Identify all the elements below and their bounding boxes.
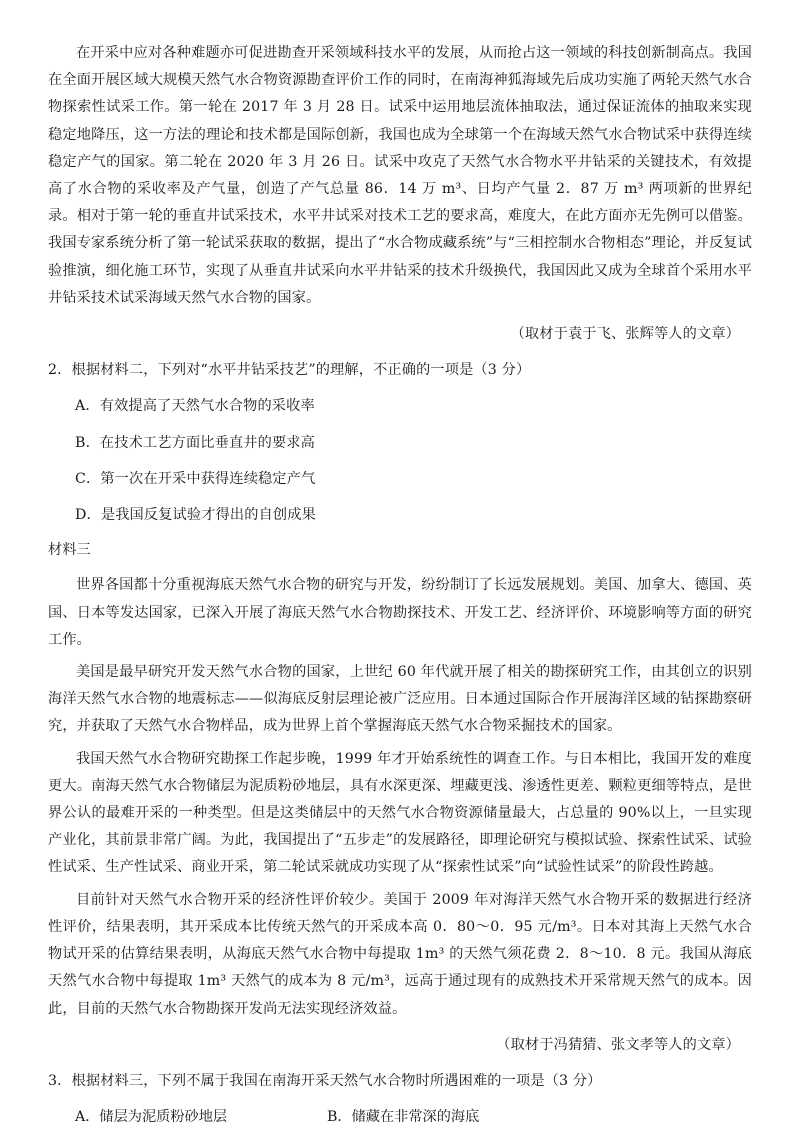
material3-source: （取材于冯猜猜、张文孝等人的文章） <box>496 1036 740 1053</box>
material3-paragraph-3: 我国天然气水合物研究勘探工作起步晚，1999 年才开始系统性的调查工作。与日本相比，我国开发的难度更大。南海天然气水合物储层为泥质粉砂地层，具有水深更深、埋藏更浅、渗透性更差、颗粒更细等特点，是世界公认的最难开采的一种类型。但是这类储层中的天然气水合物资源储量最大，占总量的 90%以上，一旦实现产业化，其前景非常广阔。为此，我国提出了“五步走”的发展路径，即理论研究与模拟试验、探索性试采、试验性试采、生产性试采、商业开采，第二轮试采就成功实现了从“探索性试采”向“试验性试采”的阶段性跨越。 <box>48 750 752 876</box>
question3-option-a[interactable]: A．储层为泥质粉砂地层 <box>75 1109 228 1126</box>
question2-options <box>48 393 752 529</box>
question3-stem: 3．根据材料三，下列不属于我国在南海开采天然气水合物时所遇困难的一项是（3 分） <box>48 1072 602 1089</box>
material3-paragraph-4: 目前针对天然气水合物开采的经济性评价较少。美国于 2009 年对海洋天然气水合物开采的数据进行经济性评价，结果表明，其开采成本比传统天然气的开采成本高 0．80～0．95 元/m³。日本对其海上天然气水合物试开采的估算结果表明，从海底天然气水合物中每提取 1m³ 的天然气须花费 2．8～10．8 元。我国从海底天然气水合物中每提取 1m³ 天然气的成本为 8 元/m³，远高于通过现有的成熟技术开采常规天然气的成本。因此，目前的天然气水合物勘探开发尚无法实现经济效益。 <box>48 891 752 1017</box>
question2-option-d[interactable]: D．是我国反复试验才得出的自创成果 <box>75 507 316 524</box>
material3-paragraph-2: 美国是最早研究开发天然气水合物的国家，上世纪 60 年代就开展了相关的勘探研究工作，由其创立的识别海洋天然气水合物的地震标志——似海底反射层理论被广泛应用。日本通过国际合作开展海洋区域的钻探勘察研究，并获取了天然气水合物样品，成为世界上首个掌握海底天然气水合物采掘技术的国家。 <box>48 664 752 735</box>
question2-stem: 2．根据材料二，下列对“水平井钻采技艺”的理解，不正确的一项是（3 分） <box>48 362 531 379</box>
material2-source: （取材于袁于飞、张辉等人的文章） <box>510 326 740 343</box>
material2-paragraph: 在开采中应对各种难题亦可促进勘查开采领域科技水平的发展，从而抢占这一领域的科技创新制高点。我国在全面开展区域大规模天然气水合物资源勘查评价工作的同时，在南海神狐海域先后成功实施了两轮天然气水合物探索性试采工作。第一轮在 2017 年 3 月 28 日。试采中运用地层流体抽取法，通过保证流体的抽取来实现稳定地降压，这一方法的理论和技术都是国际创新，我国也成为全球第一个在海域天然气水合物试采中获得连续稳定产气的国家。第二轮在 2020 年 3 月 26 日。试采中攻克了天然气水合物水平井钻采的关键技术，有效提高了水合物的采收率及产气量，创造了产气总量 86．14 万 m³、日均产气量 2．87 万 m³ 两项新的世界纪录。相对于第一轮的垂直井试采技术，水平井试采对技术工艺的要求高，难度大，在此方面亦无先例可以借鉴。我国专家系统分析了第一轮试采获取的数据，提出了“水合物成藏系统”与“三相控制水合物相态”理论，并反复试验推演，细化施工环节，实现了从垂直井试采向水平井钻采的技术升级换代，我国因此又成为全球首个采用水平井钻采技术试采海域天然气水合物的国家。 <box>48 45 752 306</box>
question3-options <box>48 1104 752 1131</box>
question2-option-a[interactable]: A．有效提高了天然气水合物的采收率 <box>75 398 315 415</box>
question2-option-c[interactable]: C．第一次在开采中获得连续稳定产气 <box>75 470 316 487</box>
question3-option-b[interactable]: B．储藏在非常深的海底 <box>327 1109 480 1126</box>
question2-option-b[interactable]: B．在技术工艺方面比垂直井的要求高 <box>75 434 315 451</box>
material3-paragraph-1: 世界各国都十分重视海底天然气水合物的研究与开发，纷纷制订了长远发展规划。美国、加拿大、德国、英国、日本等发达国家，已深入开展了海底天然气水合物勘探技术、开发工艺、经济评价、环境影响等方面的研究工作。 <box>48 577 752 648</box>
material3-label: 材料三 <box>48 542 92 559</box>
document-page <box>48 40 752 1131</box>
